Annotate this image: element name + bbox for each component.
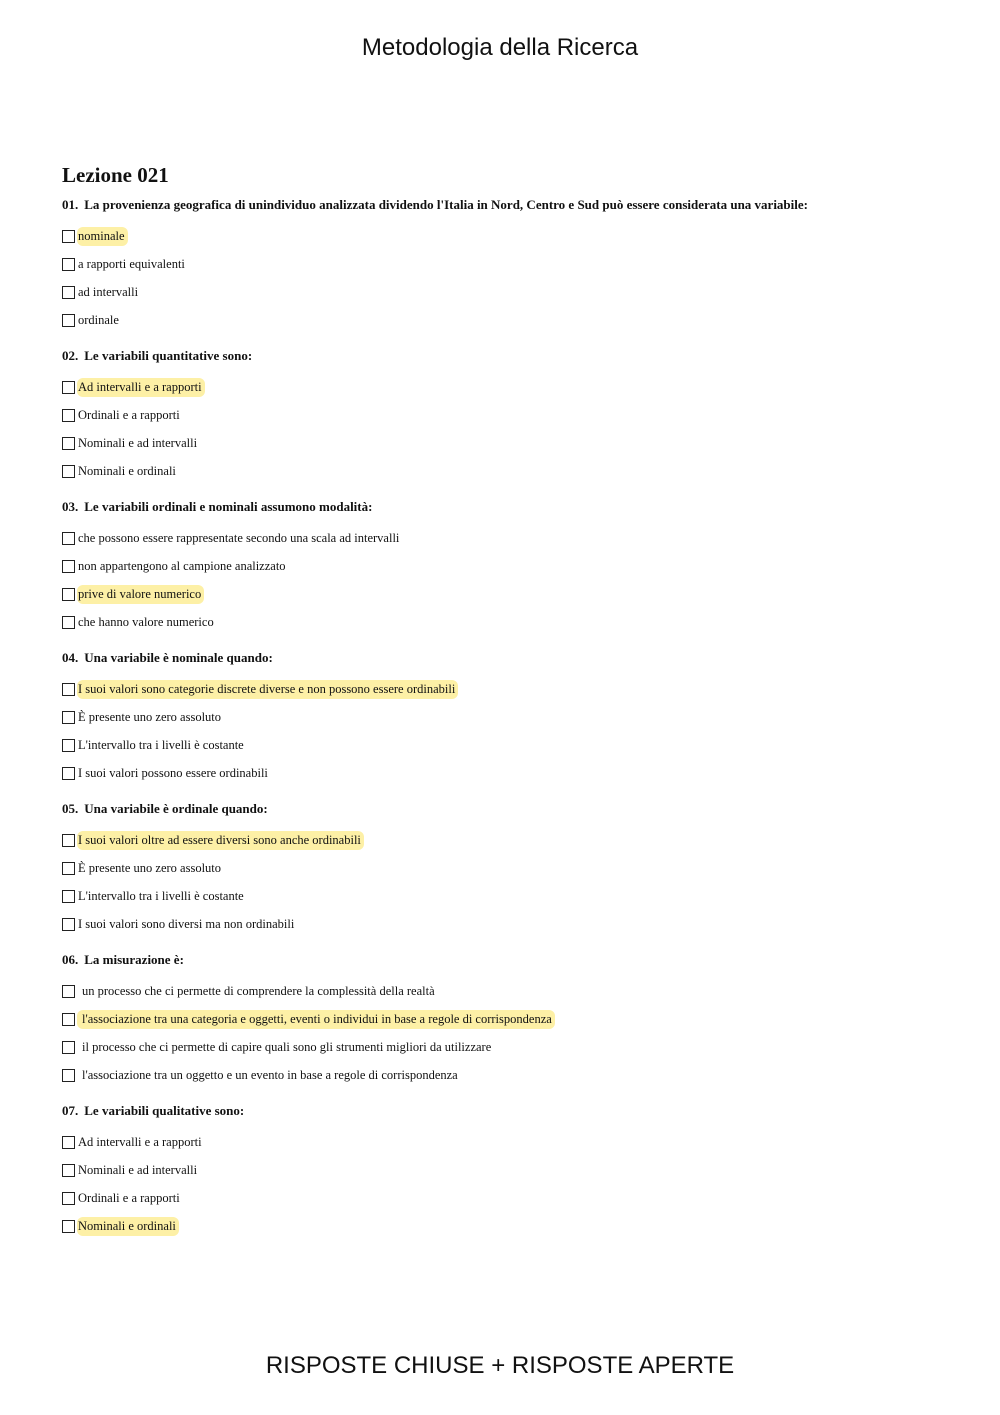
answer-label: Ordinali e a rapporti <box>78 407 180 422</box>
answer-checkbox[interactable] <box>62 1013 75 1026</box>
question-prompt: Le variabili quantitative sono: <box>84 348 253 363</box>
question-4 <box>62 648 962 787</box>
answer-checkbox[interactable] <box>62 1041 75 1054</box>
page-header: Metodologia della Ricerca <box>361 34 639 61</box>
answer-option[interactable] <box>62 1184 962 1212</box>
question-list <box>62 195 962 1252</box>
answer-checkbox[interactable] <box>62 314 75 327</box>
answer-checkbox[interactable] <box>62 286 75 299</box>
answer-label-highlighted: l'associazione tra una categoria e oggetti, eventi o individui in base a regole di corrispondenza <box>77 1010 555 1029</box>
answer-option[interactable] <box>62 731 962 759</box>
answer-option[interactable] <box>62 1061 962 1089</box>
question-1 <box>62 195 962 334</box>
answer-label: I suoi valori sono diversi ma non ordinabili <box>78 916 295 931</box>
answer-option[interactable] <box>62 675 962 703</box>
question-number: 06. <box>62 952 79 967</box>
answer-option[interactable] <box>62 457 962 485</box>
question-prompt: La provenienza geografica di unindividuo analizzata dividendo l'Italia in Nord, Centro e Sud può essere considerata una variabile: <box>84 197 808 212</box>
answer-label-highlighted: Nominali e ordinali <box>77 1217 179 1236</box>
answer-label: ad intervalli <box>78 284 139 299</box>
answer-option[interactable] <box>62 1033 962 1061</box>
answer-checkbox[interactable] <box>62 560 75 573</box>
question-prompt: Le variabili ordinali e nominali assumono modalità: <box>84 499 373 514</box>
answer-checkbox[interactable] <box>62 1164 75 1177</box>
question-prompt: Le variabili qualitative sono: <box>84 1103 245 1118</box>
answer-checkbox[interactable] <box>62 258 75 271</box>
answer-checkbox[interactable] <box>62 683 75 696</box>
answer-option[interactable] <box>62 910 962 938</box>
question-prompt: Una variabile è ordinale quando: <box>84 801 268 816</box>
answer-option[interactable] <box>62 401 962 429</box>
question-text <box>62 195 962 215</box>
answer-checkbox[interactable] <box>62 711 75 724</box>
question-text <box>62 497 962 517</box>
answer-checkbox[interactable] <box>62 1136 75 1149</box>
answer-option[interactable] <box>62 854 962 882</box>
answer-label-highlighted: I suoi valori sono categorie discrete diverse e non possono essere ordinabili <box>77 680 458 699</box>
answer-label: ordinale <box>78 312 119 327</box>
answer-checkbox[interactable] <box>62 381 75 394</box>
page-footer: RISPOSTE CHIUSE + RISPOSTE APERTE <box>265 1352 735 1379</box>
answer-checkbox[interactable] <box>62 985 75 998</box>
answer-label: L'intervallo tra i livelli è costante <box>78 888 244 903</box>
question-number: 04. <box>62 650 79 665</box>
answer-label: Nominali e ad intervalli <box>78 1162 198 1177</box>
answer-option[interactable] <box>62 429 962 457</box>
answer-label-highlighted: prive di valore numerico <box>77 585 204 604</box>
answer-checkbox[interactable] <box>62 616 75 629</box>
answer-checkbox[interactable] <box>62 465 75 478</box>
answer-option[interactable] <box>62 1005 962 1033</box>
question-prompt: Una variabile è nominale quando: <box>84 650 273 665</box>
answer-checkbox[interactable] <box>62 890 75 903</box>
answer-label: È presente uno zero assoluto <box>78 709 222 724</box>
question-number: 01. <box>62 197 79 212</box>
answer-label: a rapporti equivalenti <box>78 256 185 271</box>
question-number: 02. <box>62 348 79 363</box>
question-text <box>62 648 962 668</box>
answer-checkbox[interactable] <box>62 1220 75 1233</box>
question-prompt: La misurazione è: <box>84 952 184 967</box>
question-number: 05. <box>62 801 79 816</box>
question-5 <box>62 799 962 938</box>
answer-label: che possono essere rappresentate secondo una scala ad intervalli <box>78 530 400 545</box>
question-text <box>62 346 962 366</box>
question-text <box>62 1101 962 1121</box>
answer-option[interactable] <box>62 580 962 608</box>
answer-option[interactable] <box>62 1128 962 1156</box>
answer-label: Nominali e ad intervalli <box>78 435 198 450</box>
answer-option[interactable] <box>62 759 962 787</box>
question-7 <box>62 1101 962 1240</box>
answer-label: È presente uno zero assoluto <box>78 860 222 875</box>
answer-checkbox[interactable] <box>62 532 75 545</box>
answer-option[interactable] <box>62 703 962 731</box>
answer-label: I suoi valori possono essere ordinabili <box>78 765 268 780</box>
question-2 <box>62 346 962 485</box>
answer-checkbox[interactable] <box>62 739 75 752</box>
answer-label: Nominali e ordinali <box>78 463 176 478</box>
lesson-title: Lezione 021 <box>62 163 169 187</box>
answer-option[interactable] <box>62 373 962 401</box>
answer-option[interactable] <box>62 222 962 250</box>
question-3 <box>62 497 962 636</box>
answer-label: l'associazione tra un oggetto e un evento in base a regole di corrispondenza <box>82 1067 458 1082</box>
answer-label-highlighted: I suoi valori oltre ad essere diversi sono anche ordinabili <box>77 831 364 850</box>
answer-label-highlighted: Ad intervalli e a rapporti <box>77 378 205 397</box>
answer-option[interactable] <box>62 1212 962 1240</box>
answer-label: un processo che ci permette di comprendere la complessità della realtà <box>82 983 435 998</box>
answer-label: Ordinali e a rapporti <box>78 1190 180 1205</box>
answer-label: L'intervallo tra i livelli è costante <box>78 737 244 752</box>
answer-option[interactable] <box>62 608 962 636</box>
question-6 <box>62 950 962 1089</box>
answer-checkbox[interactable] <box>62 588 75 601</box>
answer-checkbox[interactable] <box>62 437 75 450</box>
answer-label: Ad intervalli e a rapporti <box>78 1134 202 1149</box>
answer-option[interactable] <box>62 977 962 1005</box>
question-number: 03. <box>62 499 79 514</box>
answer-label: che hanno valore numerico <box>78 614 214 629</box>
answer-option[interactable] <box>62 250 962 278</box>
answer-checkbox[interactable] <box>62 918 75 931</box>
answer-checkbox[interactable] <box>62 1069 75 1082</box>
answer-checkbox[interactable] <box>62 862 75 875</box>
answer-checkbox[interactable] <box>62 409 75 422</box>
answer-checkbox[interactable] <box>62 1192 75 1205</box>
answer-label-highlighted: nominale <box>77 227 128 246</box>
answer-option[interactable] <box>62 306 962 334</box>
question-number: 07. <box>62 1103 79 1118</box>
answer-option[interactable] <box>62 1156 962 1184</box>
answer-label: non appartengono al campione analizzato <box>78 558 286 573</box>
question-text <box>62 799 962 819</box>
answer-option[interactable] <box>62 826 962 854</box>
answer-checkbox[interactable] <box>62 834 75 847</box>
answer-option[interactable] <box>62 882 962 910</box>
answer-label: il processo che ci permette di capire quali sono gli strumenti migliori da utilizzare <box>82 1039 492 1054</box>
question-text <box>62 950 962 970</box>
answer-option[interactable] <box>62 278 962 306</box>
answer-checkbox[interactable] <box>62 230 75 243</box>
answer-checkbox[interactable] <box>62 767 75 780</box>
answer-option[interactable] <box>62 524 962 552</box>
answer-option[interactable] <box>62 552 962 580</box>
